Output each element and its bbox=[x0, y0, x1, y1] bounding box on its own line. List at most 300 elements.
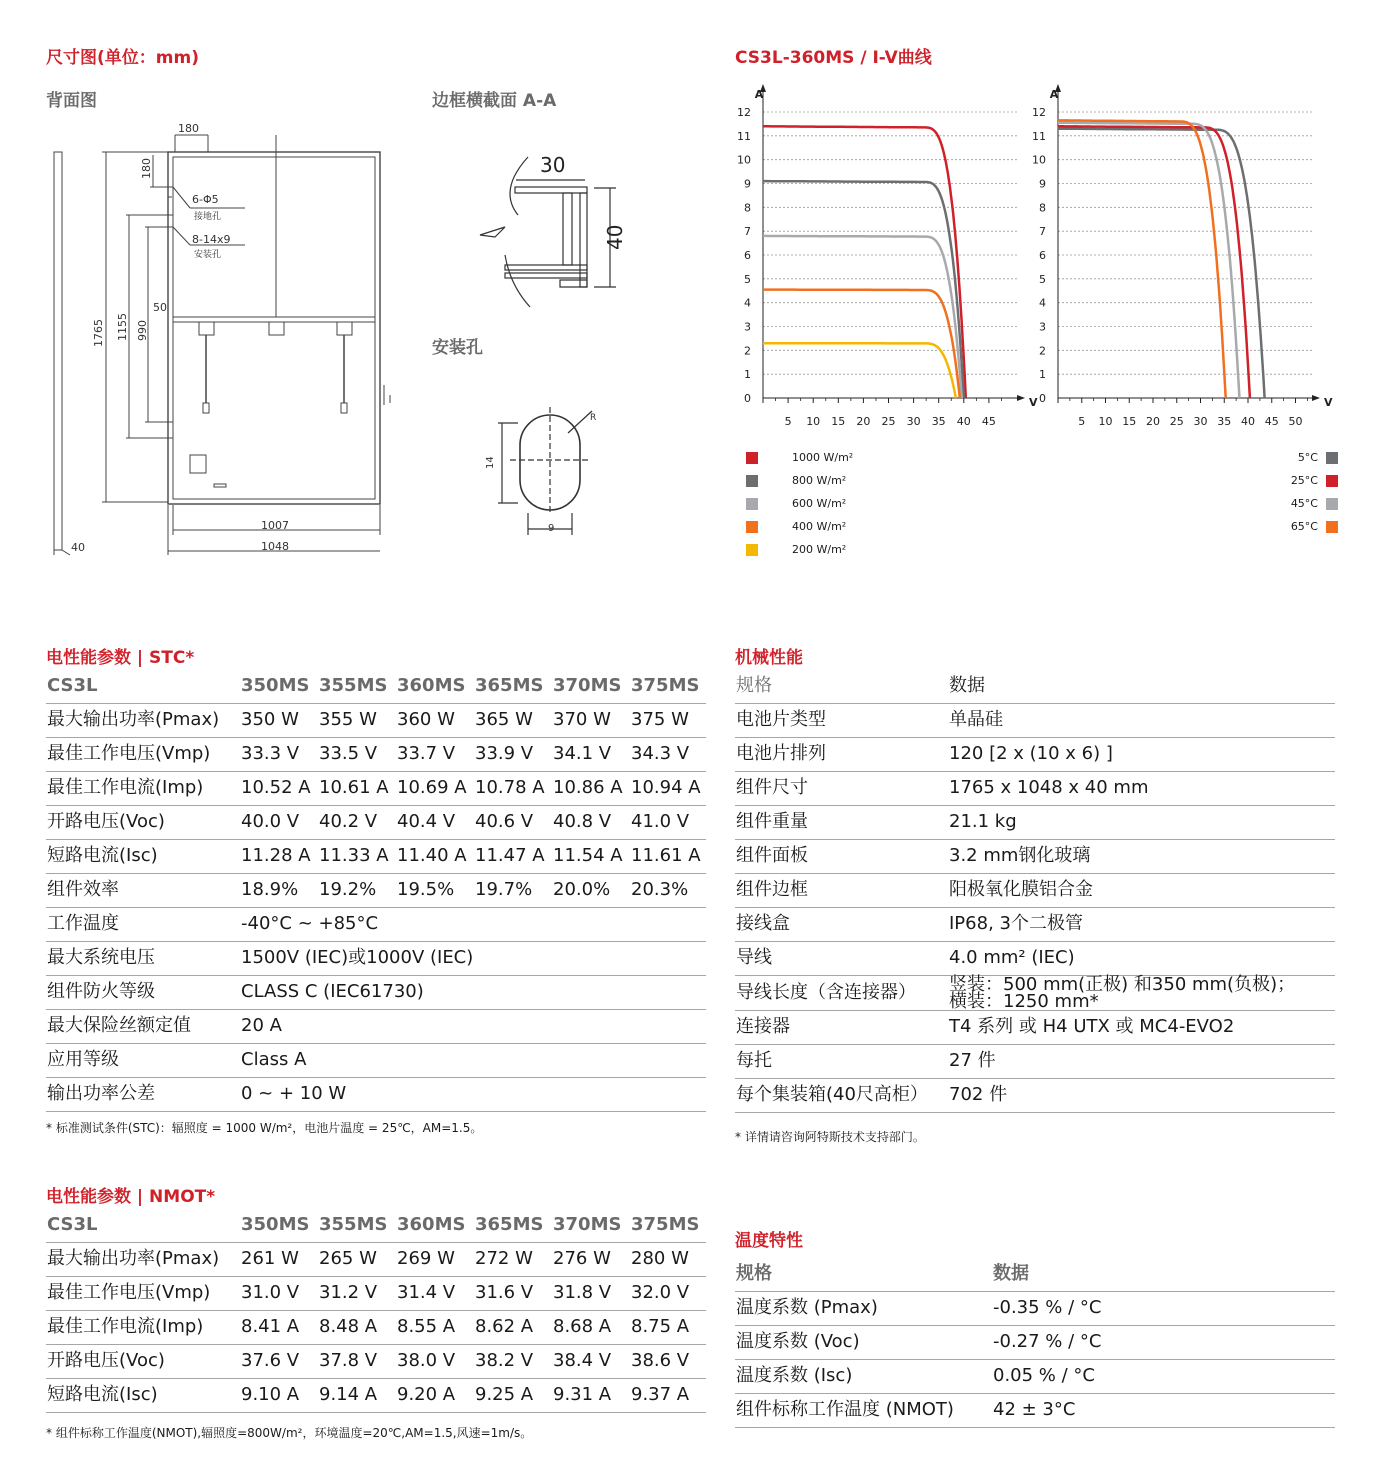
row-label: 短路电流(Isc) bbox=[46, 840, 240, 874]
table-row bbox=[46, 976, 706, 1010]
table-row bbox=[735, 976, 1335, 1011]
cell-value: 31.4 V bbox=[396, 1277, 474, 1311]
stc-table bbox=[46, 670, 706, 1112]
row-label: 电池片排列 bbox=[735, 738, 948, 772]
dimension-drawing bbox=[40, 115, 700, 565]
table-row bbox=[46, 1044, 706, 1078]
table-header-row bbox=[735, 670, 1335, 704]
y-tick-label: 8 bbox=[744, 201, 751, 215]
cell-value: 8.41 A bbox=[240, 1311, 318, 1345]
x-unit-label: V bbox=[1029, 396, 1038, 409]
x-tick-label: 15 bbox=[831, 415, 846, 428]
row-label: 组件防火等级 bbox=[46, 976, 240, 1010]
x-tick-label: 30 bbox=[906, 415, 921, 428]
y-unit-label: A bbox=[1049, 88, 1059, 101]
frame-section-title: 边框横截面 A-A bbox=[432, 91, 557, 111]
iv-chart-irradiance bbox=[735, 75, 1038, 435]
cell-value: 3.2 mm钢化玻璃 bbox=[948, 840, 1335, 874]
cell-value: 355MS bbox=[318, 1209, 396, 1243]
svg-text:6-Φ5: 6-Φ5 bbox=[192, 193, 219, 206]
cell-value: 0 ~ + 10 W bbox=[240, 1078, 706, 1112]
cell-value: 9.31 A bbox=[552, 1379, 630, 1413]
temp-table bbox=[735, 1258, 1335, 1428]
table-row bbox=[46, 1379, 706, 1413]
row-label: 最佳工作电压(Vmp) bbox=[46, 1277, 240, 1311]
legend-swatch bbox=[1326, 498, 1338, 510]
stc-footnote: * 标准测试条件(STC)：辐照度 = 1000 W/m²，电池片温度 = 25℃，AM=1.5。 bbox=[46, 1121, 483, 1135]
svg-text:安装孔: 安装孔 bbox=[194, 250, 222, 260]
cell-value: 702 件 bbox=[948, 1079, 1335, 1113]
cell-value: 10.61 A bbox=[318, 772, 396, 806]
row-label: CS3L bbox=[46, 1209, 240, 1243]
table-row bbox=[46, 1277, 706, 1311]
legend-swatch bbox=[1326, 475, 1338, 487]
x-tick-label: 30 bbox=[1193, 415, 1208, 428]
y-tick-label: 1 bbox=[1039, 368, 1046, 382]
cell-value: 37.6 V bbox=[240, 1345, 318, 1379]
side-profile bbox=[54, 152, 62, 550]
y-tick-label: 5 bbox=[1039, 272, 1046, 286]
cell-value: 34.3 V bbox=[630, 738, 706, 772]
cell-value: 31.6 V bbox=[474, 1277, 552, 1311]
cell-value: 10.94 A bbox=[630, 772, 706, 806]
x-tick-label: 45 bbox=[1264, 415, 1279, 428]
y-tick-label: 8 bbox=[1039, 201, 1046, 215]
cell-value: 272 W bbox=[474, 1243, 552, 1277]
cell-value: 8.75 A bbox=[630, 1311, 706, 1345]
cell-value: 4.0 mm² (IEC) bbox=[948, 942, 1335, 976]
cell-value: 38.2 V bbox=[474, 1345, 552, 1379]
cell-value: 40.8 V bbox=[552, 806, 630, 840]
iv-curve bbox=[1058, 120, 1226, 398]
svg-text:9: 9 bbox=[548, 523, 555, 534]
cell-value: 276 W bbox=[552, 1243, 630, 1277]
row-label: 接线盒 bbox=[735, 908, 948, 942]
y-tick-label: 12 bbox=[737, 106, 751, 119]
y-tick-label: 4 bbox=[1039, 296, 1046, 310]
cell-value: 11.33 A bbox=[318, 840, 396, 874]
iv-curve bbox=[763, 343, 956, 398]
y-unit-label: A bbox=[754, 88, 764, 101]
cell-value: 365 W bbox=[474, 704, 552, 738]
legend-label: 600 W/m² bbox=[792, 497, 847, 510]
table-row bbox=[735, 1394, 1335, 1428]
table-row bbox=[735, 1292, 1335, 1326]
cell-value: 1500V (IEC)或1000V (IEC) bbox=[240, 942, 706, 976]
svg-text:1155: 1155 bbox=[116, 313, 129, 341]
cell-value: 120 [2 x (10 x 6) ] bbox=[948, 738, 1335, 772]
svg-text:1765: 1765 bbox=[92, 319, 105, 347]
cell-value: 31.0 V bbox=[240, 1277, 318, 1311]
legend-label: 25°C bbox=[1290, 474, 1318, 487]
table-row bbox=[46, 874, 706, 908]
x-tick-label: 25 bbox=[881, 415, 896, 428]
y-tick-label: 3 bbox=[744, 320, 751, 334]
cell-value: 365MS bbox=[474, 670, 552, 704]
cell-value: 350MS bbox=[240, 1209, 318, 1243]
cell-value: -0.35 % / °C bbox=[992, 1292, 1335, 1326]
table-row bbox=[735, 806, 1335, 840]
cell-value: 269 W bbox=[396, 1243, 474, 1277]
row-label: 输出功率公差 bbox=[46, 1078, 240, 1112]
svg-text:180: 180 bbox=[178, 122, 199, 135]
table-header-row bbox=[46, 1209, 706, 1243]
cell-value: -40°C ~ +85°C bbox=[240, 908, 706, 942]
cell-value: 38.0 V bbox=[396, 1345, 474, 1379]
cell-value: 19.7% bbox=[474, 874, 552, 908]
cell-value: 18.9% bbox=[240, 874, 318, 908]
table-row bbox=[46, 908, 706, 942]
cell-value: 33.9 V bbox=[474, 738, 552, 772]
cell-value: 370MS bbox=[552, 1209, 630, 1243]
row-label: 电池片类型 bbox=[735, 704, 948, 738]
cell-value: 单晶硅 bbox=[948, 704, 1335, 738]
svg-text:8-14x9: 8-14x9 bbox=[192, 233, 231, 246]
cell-value: 280 W bbox=[630, 1243, 706, 1277]
y-tick-label: 4 bbox=[744, 296, 751, 310]
cell-value: 8.62 A bbox=[474, 1311, 552, 1345]
row-label: 应用等级 bbox=[46, 1044, 240, 1078]
cell-value: 375MS bbox=[630, 670, 706, 704]
table-row bbox=[735, 1360, 1335, 1394]
nmot-title: 电性能参数 | NMOT* bbox=[46, 1187, 216, 1207]
cell-value: 38.6 V bbox=[630, 1345, 706, 1379]
row-label: 导线 bbox=[735, 942, 948, 976]
cell-value: 19.2% bbox=[318, 874, 396, 908]
cell-value: 10.78 A bbox=[474, 772, 552, 806]
y-tick-label: 6 bbox=[1039, 249, 1046, 262]
row-label: 组件标称工作温度 (NMOT) bbox=[735, 1394, 992, 1428]
x-axis-arrow bbox=[1017, 395, 1025, 401]
table-row bbox=[46, 1243, 706, 1277]
x-tick-label: 5 bbox=[1078, 415, 1086, 428]
svg-text:R: R bbox=[590, 413, 597, 423]
svg-text:990: 990 bbox=[136, 320, 149, 341]
dimension-title: 尺寸图(单位：mm) bbox=[46, 48, 199, 68]
mounting-hole-title: 安装孔 bbox=[432, 338, 483, 358]
iv-curve bbox=[1058, 129, 1265, 398]
row-label: 规格 bbox=[735, 1258, 992, 1292]
table-row bbox=[46, 1010, 706, 1044]
legend-item bbox=[746, 474, 846, 487]
cell-value: 20 A bbox=[240, 1010, 706, 1044]
table-row bbox=[735, 874, 1335, 908]
y-tick-label: 10 bbox=[737, 153, 751, 167]
cell-value: 8.55 A bbox=[396, 1311, 474, 1345]
row-label: 开路电压(Voc) bbox=[46, 806, 240, 840]
svg-text:180: 180 bbox=[140, 158, 153, 179]
table-row bbox=[46, 1311, 706, 1345]
x-tick-label: 5 bbox=[784, 415, 792, 428]
cell-value: 19.5% bbox=[396, 874, 474, 908]
cell-value: 261 W bbox=[240, 1243, 318, 1277]
table-row bbox=[735, 908, 1335, 942]
stc-title: 电性能参数 | STC* bbox=[46, 648, 195, 668]
x-tick-label: 10 bbox=[806, 415, 821, 428]
cell-value: 40.4 V bbox=[396, 806, 474, 840]
table-row bbox=[735, 738, 1335, 772]
row-label: 最大输出功率(Pmax) bbox=[46, 704, 240, 738]
x-tick-label: 10 bbox=[1098, 415, 1113, 428]
cell-value: 20.3% bbox=[630, 874, 706, 908]
cell-value: T4 系列 或 H4 UTX 或 MC4-EVO2 bbox=[948, 1011, 1335, 1045]
cell-value: 41.0 V bbox=[630, 806, 706, 840]
row-label: 连接器 bbox=[735, 1011, 948, 1045]
cell-value: 0.05 % / °C bbox=[992, 1360, 1335, 1394]
y-tick-label: 2 bbox=[1039, 344, 1046, 358]
iv-curve bbox=[1058, 123, 1240, 398]
cell-value: 370 W bbox=[552, 704, 630, 738]
cell-value: 360MS bbox=[396, 670, 474, 704]
nmot-table bbox=[46, 1209, 706, 1413]
legend-label: 400 W/m² bbox=[792, 520, 847, 533]
cell-value: 33.5 V bbox=[318, 738, 396, 772]
svg-text:30: 30 bbox=[540, 153, 566, 177]
legend-swatch bbox=[746, 475, 758, 487]
cell-value: 355 W bbox=[318, 704, 396, 738]
svg-text:1048: 1048 bbox=[261, 540, 289, 553]
table-row bbox=[735, 1326, 1335, 1360]
cell-value: 10.52 A bbox=[240, 772, 318, 806]
cell-value: 33.3 V bbox=[240, 738, 318, 772]
table-row bbox=[735, 704, 1335, 738]
row-label: 组件效率 bbox=[46, 874, 240, 908]
y-tick-label: 9 bbox=[744, 177, 751, 191]
iv-curve bbox=[763, 126, 966, 398]
cell-value: 10.69 A bbox=[396, 772, 474, 806]
cell-value: Class A bbox=[240, 1044, 706, 1078]
cell-value: 40.0 V bbox=[240, 806, 318, 840]
cell-value: 32.0 V bbox=[630, 1277, 706, 1311]
nmot-footnote: * 组件标称工作温度(NMOT),辐照度=800W/m²，环境温度=20℃,AM=1.5,风速=1m/s。 bbox=[46, 1426, 533, 1440]
y-tick-label: 7 bbox=[744, 225, 751, 239]
legend-item bbox=[746, 497, 846, 510]
legend-label: 1000 W/m² bbox=[792, 451, 854, 464]
cell-value: 阳极氧化膜铝合金 bbox=[948, 874, 1335, 908]
cell-value: 40.2 V bbox=[318, 806, 396, 840]
x-tick-label: 25 bbox=[1169, 415, 1184, 428]
table-row bbox=[46, 806, 706, 840]
cell-value: 数据 bbox=[992, 1258, 1335, 1292]
cell-value: 360MS bbox=[396, 1209, 474, 1243]
legend-swatch bbox=[746, 544, 758, 556]
y-tick-label: 0 bbox=[744, 392, 751, 405]
table-row bbox=[46, 738, 706, 772]
x-tick-label: 15 bbox=[1122, 415, 1137, 428]
y-tick-label: 3 bbox=[1039, 320, 1046, 334]
cell-value: 360 W bbox=[396, 704, 474, 738]
cell-value: 355MS bbox=[318, 670, 396, 704]
table-header-row bbox=[46, 670, 706, 704]
mech-table bbox=[735, 670, 1335, 1113]
cell-value: IP68, 3个二极管 bbox=[948, 908, 1335, 942]
svg-text:50: 50 bbox=[153, 301, 167, 314]
legend-item bbox=[746, 520, 846, 533]
table-header-row bbox=[735, 1258, 1335, 1292]
row-label: 工作温度 bbox=[46, 908, 240, 942]
cell-value: 1765 x 1048 x 40 mm bbox=[948, 772, 1335, 806]
legend-label: 5°C bbox=[1297, 451, 1318, 464]
table-row bbox=[46, 704, 706, 738]
svg-text:14: 14 bbox=[485, 456, 496, 469]
row-label: 组件重量 bbox=[735, 806, 948, 840]
row-label: 最大输出功率(Pmax) bbox=[46, 1243, 240, 1277]
cell-value: 350MS bbox=[240, 670, 318, 704]
table-row bbox=[735, 1045, 1335, 1079]
y-tick-label: 1 bbox=[744, 368, 751, 382]
y-tick-label: 11 bbox=[1032, 129, 1046, 143]
legend-item bbox=[1291, 474, 1338, 487]
y-tick-label: 6 bbox=[744, 249, 751, 262]
cell-value: 37.8 V bbox=[318, 1345, 396, 1379]
svg-text:接地孔: 接地孔 bbox=[194, 212, 222, 222]
cell-value: 9.25 A bbox=[474, 1379, 552, 1413]
svg-text:40: 40 bbox=[71, 541, 85, 554]
mech-footnote: * 详情请咨询阿特斯技术支持部门。 bbox=[735, 1130, 925, 1144]
cell-value: 9.37 A bbox=[630, 1379, 706, 1413]
cell-value: 38.4 V bbox=[552, 1345, 630, 1379]
cell-value: 11.47 A bbox=[474, 840, 552, 874]
row-label: 温度系数 (Isc) bbox=[735, 1360, 992, 1394]
legend-swatch bbox=[746, 521, 758, 533]
row-label: 最佳工作电流(Imp) bbox=[46, 1311, 240, 1345]
y-tick-label: 2 bbox=[744, 344, 751, 358]
y-tick-label: 5 bbox=[744, 272, 751, 286]
row-label: 每个集装箱(40尺高柜） bbox=[735, 1079, 948, 1113]
cell-value: 11.61 A bbox=[630, 840, 706, 874]
iv-curve bbox=[1058, 126, 1250, 398]
back-view-labels bbox=[71, 122, 289, 554]
iv-curve-title: CS3L-360MS / I-V曲线 bbox=[735, 48, 932, 68]
legend-item bbox=[746, 451, 853, 464]
x-axis-arrow bbox=[1312, 395, 1320, 401]
cell-value: 11.40 A bbox=[396, 840, 474, 874]
row-label: CS3L bbox=[46, 670, 240, 704]
row-label: 组件边框 bbox=[735, 874, 948, 908]
x-tick-label: 50 bbox=[1288, 415, 1303, 428]
cell-value: 9.10 A bbox=[240, 1379, 318, 1413]
table-row bbox=[46, 840, 706, 874]
legend-label: 65°C bbox=[1290, 520, 1318, 533]
x-tick-label: 35 bbox=[931, 415, 946, 428]
row-label: 最佳工作电压(Vmp) bbox=[46, 738, 240, 772]
table-row bbox=[735, 1011, 1335, 1045]
cell-value: 20.0% bbox=[552, 874, 630, 908]
cell-value: 10.86 A bbox=[552, 772, 630, 806]
cell-value: 竖装：500 mm(正极) 和350 mm(负极)； 横装：1250 mm* bbox=[948, 976, 1335, 1011]
legend-label: 45°C bbox=[1290, 497, 1318, 510]
mounting-hole-drawing bbox=[498, 407, 592, 535]
mech-title: 机械性能 bbox=[735, 648, 803, 668]
row-label: 温度系数 (Voc) bbox=[735, 1326, 992, 1360]
iv-chart-temperature bbox=[1032, 75, 1342, 435]
cell-value: 40.6 V bbox=[474, 806, 552, 840]
frame-section-labels bbox=[540, 153, 627, 250]
cell-value: 11.28 A bbox=[240, 840, 318, 874]
table-row bbox=[46, 772, 706, 806]
legend-item bbox=[1298, 451, 1338, 464]
frame-section-drawing bbox=[480, 157, 616, 307]
row-label: 最大保险丝额定值 bbox=[46, 1010, 240, 1044]
table-row bbox=[735, 840, 1335, 874]
legend-item bbox=[1291, 497, 1338, 510]
y-tick-label: 10 bbox=[1032, 153, 1046, 167]
cell-value: 9.20 A bbox=[396, 1379, 474, 1413]
cell-value: 265 W bbox=[318, 1243, 396, 1277]
y-tick-label: 7 bbox=[1039, 225, 1046, 239]
cell-value: 370MS bbox=[552, 670, 630, 704]
cell-value: 31.2 V bbox=[318, 1277, 396, 1311]
row-label: 组件面板 bbox=[735, 840, 948, 874]
cell-value: 11.54 A bbox=[552, 840, 630, 874]
cell-value: 31.8 V bbox=[552, 1277, 630, 1311]
x-tick-label: 45 bbox=[981, 415, 996, 428]
cell-value: 9.14 A bbox=[318, 1379, 396, 1413]
table-row bbox=[735, 942, 1335, 976]
row-label: 温度系数 (Pmax) bbox=[735, 1292, 992, 1326]
cell-value: 8.68 A bbox=[552, 1311, 630, 1345]
table-row bbox=[735, 1079, 1335, 1113]
x-tick-label: 40 bbox=[1241, 415, 1255, 428]
table-row bbox=[46, 1078, 706, 1112]
cell-value: 42 ± 3°C bbox=[992, 1394, 1335, 1428]
temp-title: 温度特性 bbox=[735, 1231, 803, 1251]
iv-curve bbox=[763, 236, 962, 398]
svg-text:40: 40 bbox=[603, 224, 627, 250]
cell-value: 365MS bbox=[474, 1209, 552, 1243]
table-row bbox=[735, 772, 1335, 806]
row-label: 组件尺寸 bbox=[735, 772, 948, 806]
legend-swatch bbox=[746, 452, 758, 464]
legend-item bbox=[746, 543, 846, 556]
x-tick-label: 35 bbox=[1217, 415, 1232, 428]
row-label: 最佳工作电流(Imp) bbox=[46, 772, 240, 806]
cell-value: 21.1 kg bbox=[948, 806, 1335, 840]
y-tick-label: 12 bbox=[1032, 106, 1046, 119]
cell-value: 数据 bbox=[948, 670, 1335, 704]
cell-value: CLASS C (IEC61730) bbox=[240, 976, 706, 1010]
y-tick-label: 0 bbox=[1039, 392, 1046, 405]
row-label: 每托 bbox=[735, 1045, 948, 1079]
cell-value: -0.27 % / °C bbox=[992, 1326, 1335, 1360]
row-label: 短路电流(Isc) bbox=[46, 1379, 240, 1413]
x-tick-label: 20 bbox=[1146, 415, 1160, 428]
cell-value: 33.7 V bbox=[396, 738, 474, 772]
table-row bbox=[46, 1345, 706, 1379]
x-tick-label: 40 bbox=[956, 415, 971, 428]
x-tick-label: 20 bbox=[856, 415, 871, 428]
legend-label: 800 W/m² bbox=[792, 474, 847, 487]
row-label: 规格 bbox=[735, 670, 948, 704]
row-label: 最大系统电压 bbox=[46, 942, 240, 976]
legend-swatch bbox=[746, 498, 758, 510]
back-view-title: 背面图 bbox=[46, 91, 97, 111]
row-label: 开路电压(Voc) bbox=[46, 1345, 240, 1379]
row-label: 导线长度（含连接器） bbox=[735, 976, 948, 1011]
y-tick-label: 9 bbox=[1039, 177, 1046, 191]
legend-swatch bbox=[1326, 521, 1338, 533]
svg-text:1007: 1007 bbox=[261, 519, 289, 532]
cell-value: 34.1 V bbox=[552, 738, 630, 772]
cell-value: 375MS bbox=[630, 1209, 706, 1243]
cell-value: 375 W bbox=[630, 704, 706, 738]
legend-label: 200 W/m² bbox=[792, 543, 847, 556]
cell-value: 27 件 bbox=[948, 1045, 1335, 1079]
legend-swatch bbox=[1326, 452, 1338, 464]
table-row bbox=[46, 942, 706, 976]
legend-item bbox=[1291, 520, 1338, 533]
cell-value: 350 W bbox=[240, 704, 318, 738]
